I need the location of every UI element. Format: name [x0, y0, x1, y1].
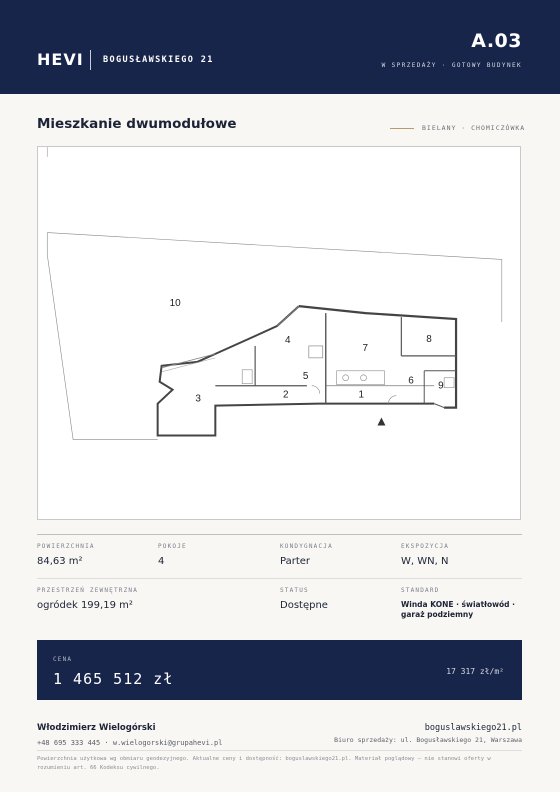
room-label: 4 [284, 334, 291, 346]
location-accent-line [390, 128, 414, 129]
building-address: BOGUSŁAWSKIEGO 21 [103, 55, 214, 65]
sales-office-address: Biuro sprzedaży: ul. Bogusławskiego 21, Warszawa [334, 736, 522, 744]
outdoor-value: ogródek 199,19 m² [37, 600, 133, 611]
specs-divider-top [37, 534, 522, 535]
exposure-label: EKSPOZYCJA [401, 543, 450, 550]
floor-plan-drawing [38, 147, 520, 519]
room-label: 2 [282, 389, 289, 401]
unit-number: A.03 [471, 30, 522, 52]
outdoor-label: PRZESTRZEŃ ZEWNĘTRZNA [37, 587, 139, 594]
room-label: 3 [195, 393, 201, 405]
floor-value: Parter [280, 556, 311, 567]
agent-contact[interactable]: +48 695 333 445 · w.wielogorski@grupahevi.pl [37, 739, 223, 747]
location-label: BIELANY · CHOMICZÓWKA [422, 124, 526, 132]
header-divider [90, 50, 91, 70]
area-value: 84,63 m² [37, 556, 83, 567]
website-link[interactable]: boguslawskiego21.pl [424, 723, 522, 733]
exposure-value: W, WN, N [401, 556, 449, 567]
header-bar [0, 0, 560, 94]
status-label: STATUS [280, 587, 309, 594]
room-label: 5 [302, 370, 309, 382]
room-label: 6 [408, 375, 414, 387]
specs-divider-mid [37, 578, 522, 579]
area-label: POWIERZCHNIA [37, 543, 95, 550]
agent-name: Włodzimierz Wielogórski [37, 723, 156, 733]
rooms-label: POKOJE [158, 543, 187, 550]
floor-label: KONDYGNACJA [280, 543, 333, 550]
price-value: 1 465 512 zł [53, 670, 174, 688]
sale-status-line: W SPRZEDAŻY · GOTOWY BUDYNEK [381, 62, 522, 69]
price-label: CENA [53, 656, 73, 663]
standard-label: STANDARD [401, 587, 440, 594]
floor-plan [37, 146, 521, 520]
rooms-value: 4 [158, 556, 165, 567]
price-panel [37, 640, 522, 700]
room-label: 9 [438, 380, 444, 392]
room-label: 10 [169, 298, 181, 310]
status-value: Dostępne [280, 600, 328, 611]
room-label: 1 [358, 389, 365, 401]
page-title: Mieszkanie dwumodułowe [37, 116, 237, 132]
disclaimer: Powierzchnia użytkowa wg obmiaru geodezyjnego. Aktualne ceny i dostępność: boguslawskiego21.pl. Materiał poglądowy — nie stanowi oferty w rozumieniu art. 66 Kodeksu cywilnego. [37, 756, 491, 771]
brand-logo: HEVI [37, 50, 84, 69]
room-label: 7 [362, 342, 369, 354]
room-label: 8 [426, 333, 432, 345]
price-per-m2: 17 317 zł/m² [446, 667, 504, 676]
standard-value: Winda KONE · światłowód · garaż podziemny [401, 600, 516, 619]
footer-divider [37, 750, 522, 751]
